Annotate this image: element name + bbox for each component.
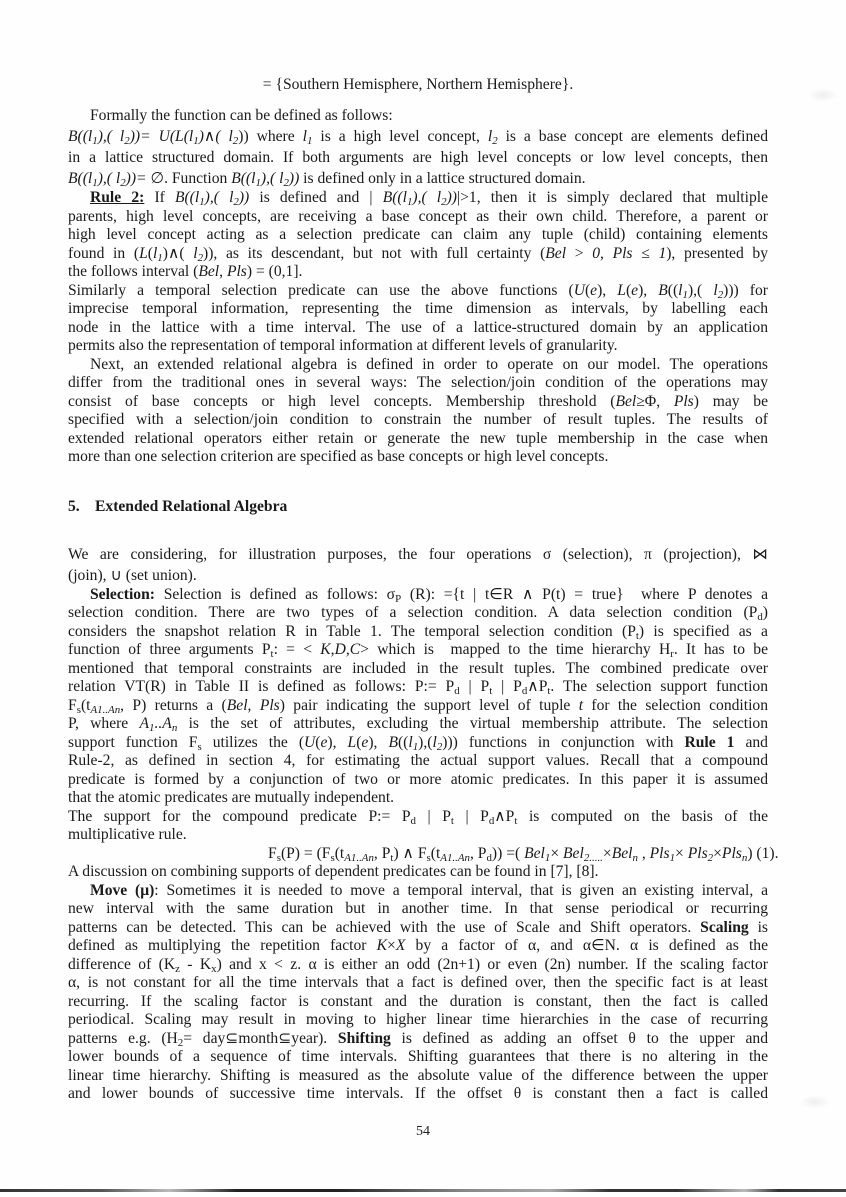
text-line: mentioned that temporal constraints are included in the result tuples. The combined predicate over bbox=[68, 660, 768, 677]
text-line: parents, high level concepts, are receiving a base concept as their own child. Therefore, a parent or bbox=[68, 208, 768, 225]
scan-artifact bbox=[808, 88, 838, 102]
text-line: $F_s(P) = (F_s(t_{A1..An}$, $P_t$) ∧ $F_s(t_{A1..An}$, $P_d$)) =( Bel$_1$× Bel$_{2.....}$×Bel$_n$ , Pls$_1$× Pls$_2$×Pls$_n$) (1). bbox=[268, 845, 779, 864]
text-line: periodical. Scaling may result in moving to higher linear time hierarchies in the case of recurring bbox=[68, 1011, 768, 1028]
text-line: the follows interval (Bel, Pls) = (0,1]. bbox=[68, 263, 303, 280]
text-line: consist of base concepts or high level concepts. Membership threshold (Bel≥Φ, Pls) may be bbox=[68, 393, 768, 410]
text-line: $B((l_1)$,( $l_2))=$ ∅. Function $B((l_1)$,( $l_2$)) is defined only in a lattice structured domain. bbox=[68, 170, 586, 189]
text-line: high level concept acting as a selection predicate can claim any tuple (child) containing elements bbox=[68, 226, 768, 243]
text-line: patterns e.g. ($H_2=$ day⊆month⊆year). Shifting is defined as adding an offset θ to the upper and bbox=[68, 1030, 768, 1049]
text-line: difference of $(K_z - K_x)$ and x < z. α is either an odd (2n+1) or even (2n) number. If the scaling factor bbox=[68, 956, 768, 975]
text-line: in a lattice structured domain. If both arguments are high level concepts or low level concepts, then bbox=[68, 149, 768, 166]
text-line: recurring. If the scaling factor is constant and the duration is constant, then the fact is called bbox=[68, 993, 768, 1010]
text-line: imprecise temporal information, representing the time dimension as intervals, by labelling each bbox=[68, 300, 768, 317]
text-line: relation VT(R) in Table II is defined as follows: P:= $P_d$ | $P_t$ | $P_d\wedge P_t$. The selection support function bbox=[68, 678, 769, 697]
text-line: predicate is formed by a conjunction of two or more atomic predicates. In this paper it is assumed bbox=[68, 771, 768, 788]
text-line: Formally the function can be defined as follows: bbox=[90, 107, 393, 124]
section-title: Extended Relational Algebra bbox=[95, 498, 288, 515]
text-line: extended relational operators either retain or generate the new tuple membership in the case when bbox=[68, 430, 768, 447]
text-line: support function $F_s$ utilizes the (U(e), L(e), $B((l_1),(l_2))$) functions in conjunction with Rule 1 and bbox=[68, 734, 768, 753]
text-line: Rule-2, as defined in section 4, for estimating the actual support values. Recall that a compound bbox=[68, 752, 768, 769]
text-line: Move (μ): Sometimes it is needed to move a temporal interval, that is given an existing interval, a bbox=[90, 882, 768, 899]
text-line: = {Southern Hemisphere, Northern Hemisphere}. bbox=[262, 76, 574, 93]
text-line: Similarly a temporal selection predicate can use the above functions (U(e), L(e), $B((l_1)$,( $l_2$))) for bbox=[68, 282, 768, 301]
text-line: multiplicative rule. bbox=[68, 826, 187, 843]
text-line: that the atomic predicates are mutually independent. bbox=[68, 789, 395, 806]
text-line: permits also the representation of temporal information at different levels of granularity. bbox=[68, 337, 618, 354]
text-line: function of three arguments $P_t$: = < K,D,C> which is mapped to the time hierarchy $H_r$. It has to be bbox=[68, 641, 768, 660]
text-line: $F_s(t_{A1..An}$, P) returns a (Bel, Pls) pair indicating the support level of tuple t for the selection condition bbox=[68, 697, 769, 716]
scan-artifact bbox=[800, 1095, 830, 1109]
text-line: α, is not constant for all the time intervals that a fact is defined over, then the specific fact is at least bbox=[68, 974, 768, 991]
text-line: The support for the compound predicate P:= $P_d$ | $P_t$ | $P_d\wedge P_t$ is computed on the basis of the bbox=[68, 808, 768, 827]
text-line: We are considering, for illustration purposes, the four operations σ (selection), π (projection), ⋈ bbox=[68, 546, 768, 563]
page-number: 54 bbox=[416, 1124, 430, 1139]
text-line: (join), ∪ (set union). bbox=[68, 567, 197, 584]
text-line: lower bounds of a sequence of time intervals. Shifting guarantees that there is no altering in the bbox=[68, 1048, 768, 1065]
text-line: Selection: Selection is defined as follows: $\sigma_P$ (R): ={t | t∈R ∧ P(t) = true} where P denotes a bbox=[90, 586, 768, 605]
text-line: defined as multiplying the repetition factor K×X by a factor of α, and α∈N. α is defined as the bbox=[68, 937, 768, 954]
text-line: differ from the traditional ones in several ways: The selection/join condition of the operations may bbox=[68, 374, 768, 391]
text-line: linear time hierarchy. Shifting is measured as the absolute value of the difference between the upper bbox=[68, 1067, 768, 1084]
text-line: Next, an extended relational algebra is defined in order to operate on our model. The operations bbox=[90, 356, 768, 373]
text-line: considers the snapshot relation R in Table 1. The temporal selection condition $(P_t)$ is specified as a bbox=[68, 623, 768, 642]
section-heading bbox=[68, 498, 287, 516]
section-number: 5. bbox=[68, 498, 80, 515]
text-line: A discussion on combining supports of dependent predicates can be found in [7], [8]. bbox=[68, 863, 599, 880]
page-bottom-rule bbox=[0, 1189, 846, 1192]
text-line: more than one selection criterion are specified as base concepts or high level concepts. bbox=[68, 448, 609, 465]
text-line: $B((l_1)$,( $l_2))=$ $U(L(l_1)\wedge$( $l_2$)) where $l_1$ is a high level concept, $l_2$ is a base concept are elements defined bbox=[68, 128, 768, 147]
text-line: node in the lattice with a time interval. The use of a lattice-structured domain by an application bbox=[68, 319, 768, 336]
text-line: selection condition. There are two types of a selection condition. A data selection condition $(P_d)$ bbox=[68, 604, 768, 623]
text-line: and lower bounds of successive time intervals. If the offset θ is constant then a fact is called bbox=[68, 1085, 768, 1102]
text-line: new interval with the same duration but in another time. In that sense periodical or recurring bbox=[68, 900, 768, 917]
text-line: specified with a selection/join condition to constrain the number of result tuples. The results of bbox=[68, 411, 768, 428]
text-line: Rule 2: If $B((l_1)$,( $l_2$)) is defined and | $B((l_1)$,( $l_2))|>1$, then it is simply declared that multiple bbox=[90, 189, 769, 208]
text-line: patterns can be detected. This can be achieved with the use of Scale and Shift operators. Scaling is bbox=[68, 919, 768, 936]
text-line: P, where $A_1..A_n$ is the set of attributes, excluding the virtual membership attribute. The selection bbox=[68, 715, 769, 734]
text-line: found in ($L(l_1)\wedge$( $l_2$)), as its descendant, but not with full certainty (Bel > 0, Pls ≤ 1), presented by bbox=[68, 245, 769, 264]
